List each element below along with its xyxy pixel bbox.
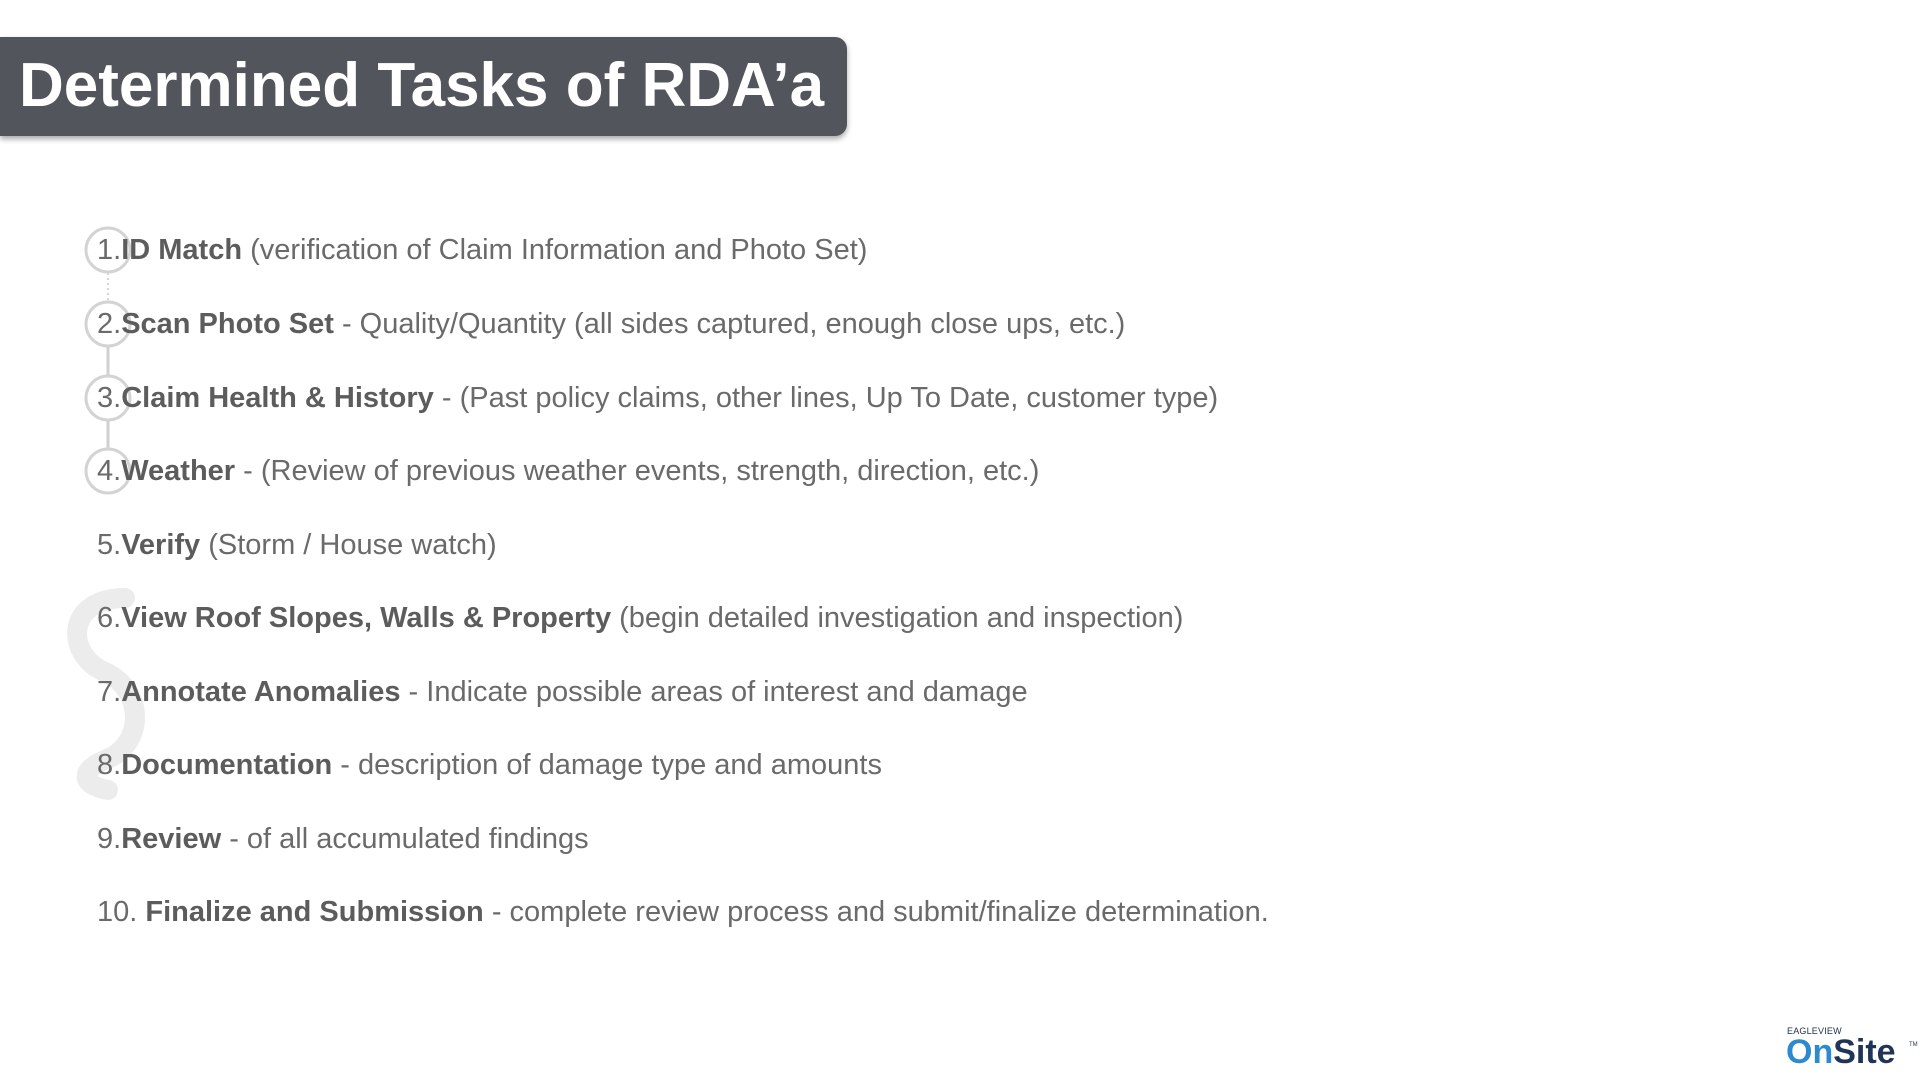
- task-description: - complete review process and submit/finalize determination.: [483, 896, 1269, 928]
- task-number: 4.: [97, 455, 122, 487]
- task-title: Weather: [121, 455, 236, 487]
- task-title: Scan Photo Set: [121, 308, 334, 340]
- task-number: 5.: [97, 529, 122, 561]
- task-description: - (Past policy claims, other lines, Up To Date, customer type): [433, 382, 1219, 414]
- task-description: - of all accumulated findings: [221, 823, 589, 855]
- task-item-4: [97, 453, 1039, 489]
- task-description: - Indicate possible areas of interest and damage: [400, 676, 1028, 708]
- task-number: 1.: [97, 234, 122, 266]
- task-description: (begin detailed investigation and inspection): [611, 602, 1184, 634]
- logo-eagleview-text: EAGLEVIEW: [1787, 1026, 1842, 1036]
- logo-trademark: TM: [1909, 1042, 1918, 1048]
- task-item-9: [97, 821, 589, 857]
- task-title: Verify: [121, 529, 201, 561]
- task-number: 8.: [97, 749, 122, 781]
- logo-site: Site: [1833, 1033, 1896, 1071]
- task-number: 3.: [97, 382, 122, 414]
- task-number: 7.: [97, 676, 122, 708]
- task-description: - (Review of previous weather events, strength, direction, etc.): [235, 455, 1040, 487]
- task-description: (Storm / House watch): [200, 529, 497, 561]
- task-item-2: [97, 306, 1125, 342]
- eagleview-onsite-logo: [1786, 1026, 1916, 1074]
- task-title: Annotate Anomalies: [121, 676, 401, 708]
- task-item-3: [97, 380, 1218, 416]
- task-number: 10.: [97, 896, 138, 928]
- task-item-6: [97, 600, 1183, 636]
- task-title: Claim Health & History: [121, 382, 434, 414]
- task-description: - description of damage type and amounts: [332, 749, 882, 781]
- task-number: 6.: [97, 602, 122, 634]
- logo-on: On: [1786, 1033, 1834, 1071]
- task-title: Review: [121, 823, 222, 855]
- task-item-1: [97, 232, 867, 268]
- task-number: 2.: [97, 308, 122, 340]
- task-item-8: [97, 747, 882, 783]
- task-title: View Roof Slopes, Walls & Property: [121, 602, 612, 634]
- task-item-10: [97, 894, 1269, 930]
- task-title: Documentation: [121, 749, 333, 781]
- slide-title: Determined Tasks of RDA’a: [19, 51, 825, 120]
- logo-onsite-text: [1786, 1032, 1896, 1072]
- task-description: (verification of Claim Information and Photo Set): [242, 234, 868, 266]
- task-title: Finalize and Submission: [145, 896, 484, 928]
- task-item-5: [97, 527, 497, 563]
- task-number: 9.: [97, 823, 122, 855]
- task-title: ID Match: [121, 234, 243, 266]
- task-description: - Quality/Quantity (all sides captured, enough close ups, etc.): [333, 308, 1126, 340]
- task-item-7: [97, 674, 1028, 710]
